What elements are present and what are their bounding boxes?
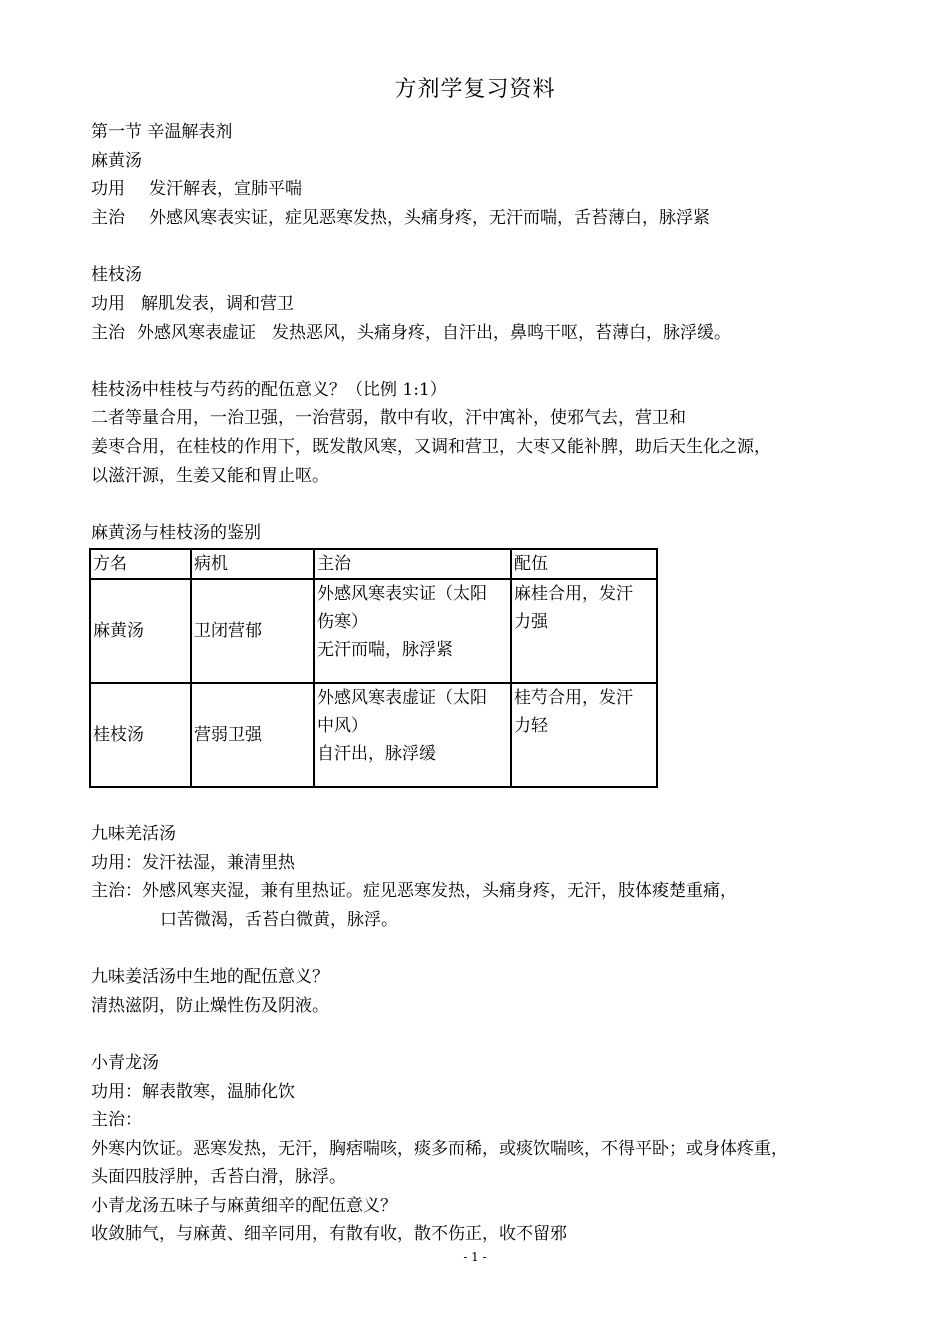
mahuang-indication-row [91,206,710,230]
compare-table [89,548,658,788]
section-heading: 第一节 辛温解表剂 [91,122,233,142]
table-cell-text: 自汗出，脉浮缓 [317,744,436,764]
table-cell-pathogenesis: 营弱卫强 [191,683,314,787]
table-row [90,579,657,683]
table-cell-compatibility [511,683,657,787]
guizhi-answer-line: 姜枣合用，在桂枝的作用下，既发散风寒，又调和营卫，大枣又能补脾，助后天生化之源， [91,437,771,457]
formula-name-xiaoqinglong: 小青龙汤 [91,1053,159,1073]
xiaoqinglong-indication-line: 外寒内饮证。恶寒发热，无汗，胸痞喘咳，痰多而稀，或痰饮喘咳，不得平卧；或身体疼重， [91,1139,788,1159]
table-header-cell: 病机 [191,549,314,579]
table-cell-text: 桂芍合用，发汗 [514,688,633,708]
formula-name-mahuang: 麻黄汤 [91,151,142,171]
table-header-row [90,549,657,579]
xiaoqinglong-indication-line: 头面四肢浮肿，舌苔白滑，脉浮。 [91,1167,346,1187]
guizhi-effect: 解肌发表，调和营卫 [141,294,294,314]
jiuwei-effect: 功用：发汗祛湿，兼清里热 [91,853,295,873]
mahuang-effect: 发汗解表，宣肺平喘 [149,179,302,199]
table-cell-text: 外感风寒表虚证（太阳 [317,688,487,708]
guizhi-indication-label: 主治 [91,323,125,343]
table-row [90,683,657,787]
table-cell-compatibility [511,579,657,683]
mahuang-effect-row [91,177,302,201]
xiaoqinglong-effect: 功用：解表散寒，温肺化饮 [91,1082,295,1102]
xiaoqinglong-question: 小青龙汤五味子与麻黄细辛的配伍意义？ [91,1196,397,1216]
xiaoqinglong-answer: 收敛肺气，与麻黄、细辛同用，有散有收，散不伤正，收不留邪 [91,1224,567,1244]
table-cell-indication [314,683,511,787]
jiuwei-indication-line: 口苦微渴，舌苔白微黄，脉浮。 [160,910,398,930]
guizhi-answer-line: 以滋汗源，生姜又能和胃止呕。 [91,466,329,486]
jiuwei-answer: 清热滋阴，防止燥性伤及阴液。 [91,996,329,1016]
jiuwei-indication-line: 主治：外感风寒夹湿，兼有里热证。症见恶寒发热，头痛身疼，无汗，肢体痠楚重痛， [91,881,737,901]
table-cell-name: 桂枝汤 [90,683,191,787]
guizhi-effect-row [91,292,294,316]
table-cell-pathogenesis: 卫闭营郁 [191,579,314,683]
mahuang-effect-label: 功用 [91,179,125,199]
formula-name-guizhi: 桂枝汤 [91,265,142,285]
document-title: 方剂学复习资料 [394,77,556,102]
page-number: - 1 - [463,1250,487,1264]
table-header-cell: 主治 [314,549,511,579]
formula-name-jiuwei: 九味羌活汤 [91,824,176,844]
table-cell-text: 伤寒） [317,612,368,632]
table-cell-text: 力轻 [514,716,548,736]
table-cell-indication [314,579,511,683]
table-cell-text: 麻桂合用，发汗 [514,584,633,604]
table-header-cell: 配伍 [511,549,657,579]
guizhi-indication-detail: 发热恶风，头痛身疼，自汗出，鼻鸣干呕，苔薄白，脉浮缓。 [272,323,731,343]
xiaoqinglong-indication-label: 主治： [91,1110,142,1130]
table-header-cell: 方名 [90,549,191,579]
mahuang-indication-label: 主治 [91,208,125,228]
table-cell-name: 麻黄汤 [90,579,191,683]
guizhi-indication-row [91,321,731,345]
table-cell-text: 外感风寒表实证（太阳 [317,584,487,604]
guizhi-effect-label: 功用 [91,294,125,314]
table-cell-text: 力强 [514,612,548,632]
compare-caption: 麻黄汤与桂枝汤的鉴别 [91,523,261,543]
guizhi-indication: 外感风寒表虚证 [137,323,256,343]
table-cell-text: 无汗而喘，脉浮紧 [317,640,453,660]
guizhi-question: 桂枝汤中桂枝与芍药的配伍意义？（比例 1:1） [91,380,447,400]
mahuang-indication: 外感风寒表实证，症见恶寒发热，头痛身疼，无汗而喘，舌苔薄白，脉浮紧 [149,208,710,228]
table-cell-text: 中风） [317,716,368,736]
guizhi-answer-line: 二者等量合用，一治卫强，一治营弱，散中有收，汗中寓补，使邪气去，营卫和 [91,408,686,428]
jiuwei-question: 九味姜活汤中生地的配伍意义？ [91,967,329,987]
